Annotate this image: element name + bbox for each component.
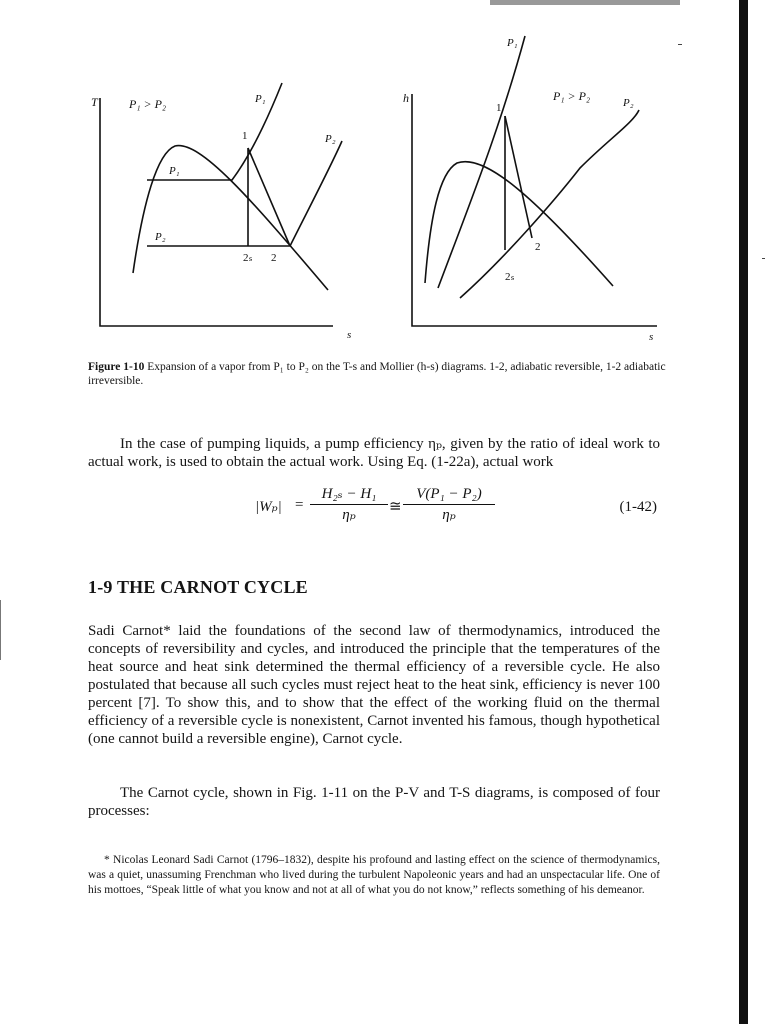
isobar-p2-top-label: P₂ [325,133,336,145]
mollier-diagram [412,36,657,326]
scan-edge-mark [0,600,1,660]
equation-number: (1-42) [619,499,657,515]
equation-fraction-volume [403,484,495,525]
section-heading: 1-9 THE CARNOT CYCLE [88,577,308,597]
s-axis-label: s [347,329,352,341]
mollier-condition-label: P₁ > P₂ [553,89,591,103]
mollier-point-2s-label: 2ₛ [505,271,515,283]
equation-lhs: |Wₚ| [255,499,282,515]
irreversible-expansion-line [248,148,290,246]
fraction-denominator: ηₚ [442,507,456,523]
figure-caption-label: Figure 1-10 [88,361,145,373]
h-axis [412,94,657,326]
equation-fraction-enthalpy [310,484,388,525]
t-s-diagram [100,83,342,326]
figure-caption-text: Expansion of a vapor from P₁ to P₂ on the T-s and Mollier (h-s) diagrams. 1-2, adiabatic reversible, 1-2 adiabatic irreversible. [88,361,666,387]
mollier-isobar-p2-label: P₂ [623,97,634,109]
t-axis [100,98,333,326]
mollier-point-1-label: 1 [496,102,502,114]
isobar-p1-top-label: P₁ [255,93,266,105]
footnote-carnot: * Nicolas Leonard Sadi Carnot (1796–1832), despite his profound and lasting effect on the science of thermodynamics, was a quiet, unassuming Frenchman who lived during the turbulent Napoleonic years and had an unspectacular life. One of his mottoes, “Speak little of what you know and not at all of what you do not know,” reflects something of his demeanor. [88,854,660,896]
mollier-isobar-p2 [460,110,639,298]
h-axis-label: h [403,91,409,105]
fraction-denominator: ηₚ [342,507,356,523]
scan-edge-mark [762,258,765,259]
fraction-numerator: V(P₁ − P₂) [403,484,495,505]
scan-binding-shadow [739,0,748,1024]
point-1-label: 1 [242,130,248,142]
fraction-numerator: H₂ₛ − H₁ [310,484,388,505]
paragraph-carnot-cycle: The Carnot cycle, shown in Fig. 1-11 on the P-V and T-S diagrams, is composed of four processes: [88,785,660,819]
figure-caption [88,360,668,388]
point-2s-label: 2ₛ [243,252,253,264]
mollier-point-2-label: 2 [535,241,541,253]
scan-edge-mark [678,44,682,45]
point-2-label: 2 [271,252,277,264]
pressure-condition-label: P₁ > P₂ [129,97,167,111]
mollier-isobar-p1-label: P₁ [507,37,518,49]
isobar-p2-left-label: P₂ [155,231,166,243]
page-header-fragment [490,0,680,5]
saturation-dome [133,146,328,290]
equation-equals: = [295,497,304,513]
t-axis-label: T [91,95,98,109]
paragraph-pump-efficiency: In the case of pumping liquids, a pump efficiency ηₚ, given by the ratio of ideal work to actual work, is used to obtain the actual work. Using Eq. (1-22a), actual work [88,436,660,470]
mollier-s-axis-label: s [649,331,654,343]
equation-approx: ≅ [389,499,402,515]
isobar-p1-left-label: P₁ [169,165,180,177]
figure-1-10 [85,28,665,348]
mollier-isobar-p1 [438,36,525,288]
mollier-irreversible-line [505,116,532,238]
equation-1-42 [255,484,665,528]
paragraph-carnot-intro: Sadi Carnot* laid the foundations of the second law of thermodynamics, introduced the concepts of reversibility and cycles, and introduced the principle that the temperatures of the heat source and heat sink determined the thermal efficiency of a reversible cycle. He also postulated that because all such cycles must reject heat to the heat sink, efficiency is never 100 percent [7]. To show this, and to show that the effect of the working fluid on the thermal efficiency of a reversible cycle is nonexistent, Carnot invented his famous, though hypothetical (one cannot build a reversible engine), Carnot cycle. [88,623,660,747]
